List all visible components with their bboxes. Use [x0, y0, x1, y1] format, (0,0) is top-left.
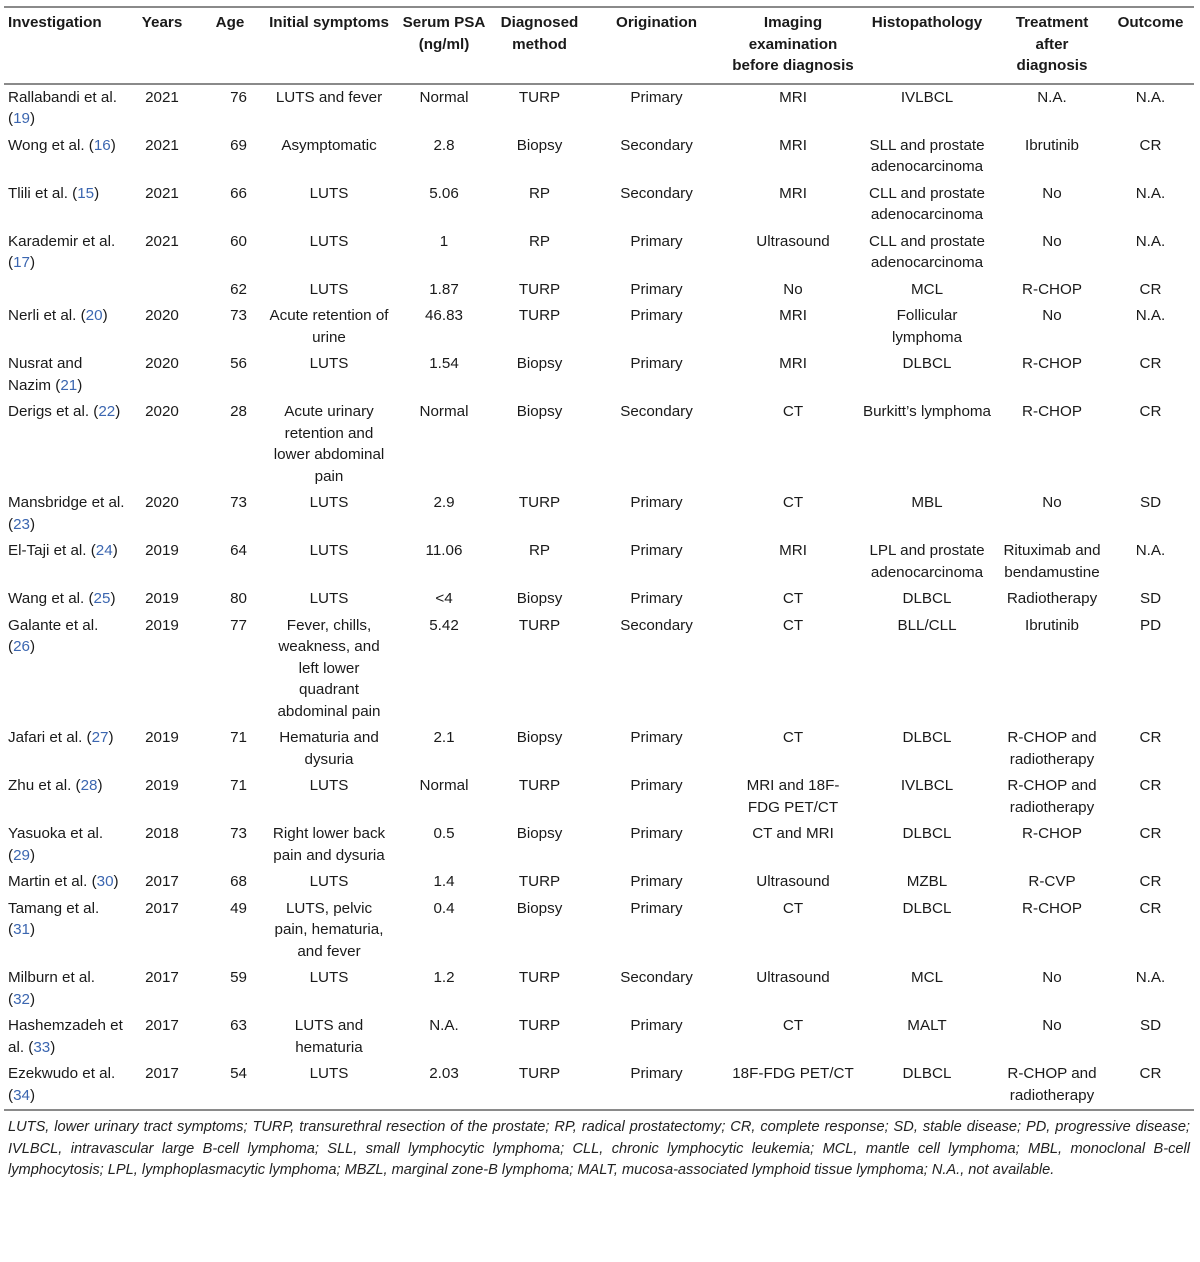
table-row: [4, 896, 1194, 966]
cell-initial-symptoms: LUTS and hematuria: [294, 1017, 364, 1056]
table-row: [4, 965, 1194, 1013]
cell-investigation: Derigs et al. (22): [8, 403, 121, 420]
table-body: [4, 84, 1194, 1111]
author-name: Hashemzadeh et al.: [8, 1017, 123, 1056]
cell-year: 2021: [145, 136, 179, 154]
cell-initial-symptoms: LUTS: [309, 777, 349, 794]
cell-outcome: CR: [1139, 280, 1162, 298]
header-serum-psa: Serum PSA (ng/ml): [393, 7, 495, 84]
cell-initial-symptoms: LUTS: [265, 1061, 393, 1110]
cell-outcome: PD: [1139, 616, 1162, 634]
cell-year: 2019: [145, 590, 179, 607]
cell-serum-psa: 11.06: [425, 542, 463, 559]
cell-serum-psa: 1: [439, 232, 449, 250]
cell-serum-psa: 0.4: [433, 899, 455, 917]
table-row: [4, 490, 1194, 538]
cell-histopathology: DLBCL: [902, 590, 952, 607]
cell-serum-psa: 1.87: [429, 280, 459, 298]
cell-histopathology: MBL: [911, 494, 943, 511]
cell-diagnosed-method: TURP: [518, 280, 561, 298]
cell-origination: Primary: [630, 729, 683, 746]
cell-origination: Primary: [630, 873, 683, 890]
cell-origination: Primary: [630, 825, 683, 842]
reference-link[interactable]: 19: [13, 110, 30, 127]
author-name: Wong et al.: [8, 136, 85, 154]
author-name: Tamang et al.: [8, 899, 100, 917]
cell-imaging: CT: [782, 729, 804, 746]
reference-link[interactable]: 23: [13, 515, 30, 533]
cell-age: 77: [230, 616, 247, 634]
table-row: [4, 538, 1194, 586]
cell-histopathology: MZBL: [906, 873, 948, 890]
cell-initial-symptoms: LUTS, pelvic pain, hematuria, and fever: [274, 899, 384, 960]
cell-outcome: CR: [1139, 777, 1162, 794]
cell-outcome: SD: [1139, 1017, 1162, 1034]
cell-investigation: Rallabandi et al. (19): [8, 88, 117, 127]
cell-treatment: Ibrutinib: [1024, 136, 1080, 154]
cell-diagnosed-method: RP: [528, 232, 551, 250]
cell-age: 64: [230, 542, 247, 559]
cell-outcome: N.A.: [1135, 969, 1166, 986]
cell-histopathology: MCL: [910, 969, 944, 986]
reference-link[interactable]: 15: [77, 184, 95, 202]
author-name: Derigs et al.: [8, 403, 90, 420]
cell-investigation: Jafari et al. (27): [8, 729, 114, 746]
table-row: [4, 821, 1194, 869]
cell-imaging: 18F-FDG PET/CT: [729, 1061, 857, 1110]
cell-investigation: [4, 277, 129, 304]
cell-investigation: Nerli et al. (20): [8, 307, 108, 324]
cell-age: 69: [230, 136, 247, 154]
cell-age: 56: [230, 355, 247, 372]
cell-diagnosed-method: RP: [528, 542, 551, 559]
cell-treatment: N.A.: [1037, 88, 1067, 106]
reference-link[interactable]: 20: [85, 307, 103, 324]
header-treatment: Treatment after diagnosis: [997, 7, 1107, 84]
cell-year: 2019: [145, 729, 179, 746]
cell-investigation: Wong et al. (16): [8, 136, 116, 154]
cell-outcome: N.A.: [1135, 307, 1166, 324]
cell-treatment: R-CVP: [1028, 873, 1076, 890]
reference-link[interactable]: 33: [33, 1038, 51, 1056]
cell-imaging: CT: [782, 403, 804, 420]
cell-outcome: N.A.: [1135, 88, 1166, 106]
cell-diagnosed-method: TURP: [518, 307, 561, 324]
cell-age: 73: [230, 825, 247, 842]
author-name: Nusrat and Nazim: [8, 355, 83, 394]
author-name: Zhu et al.: [8, 777, 72, 794]
table-row: [4, 181, 1194, 229]
cell-origination: Primary: [630, 590, 683, 607]
cell-investigation: Zhu et al. (28): [8, 777, 103, 794]
cell-diagnosed-method: TURP: [518, 88, 561, 106]
cell-outcome: CR: [1139, 825, 1162, 842]
cell-diagnosed-method: TURP: [518, 616, 561, 634]
author-name: Wang et al.: [8, 590, 85, 607]
cell-investigation: Ezekwudo et al. (34): [4, 1061, 129, 1110]
cell-age: 73: [230, 494, 247, 511]
cell-initial-symptoms: Acute retention of urine: [269, 307, 389, 346]
cell-diagnosed-method: Biopsy: [516, 355, 563, 372]
cell-investigation: Tlili et al. (15): [8, 184, 100, 202]
cell-serum-psa: 1.4: [433, 873, 455, 890]
cell-initial-symptoms: LUTS: [309, 873, 349, 890]
cell-serum-psa: Normal: [419, 777, 469, 794]
author-name: Yasuoka et al.: [8, 825, 104, 842]
cell-treatment: R-CHOP and radiotherapy: [1007, 777, 1097, 816]
cell-histopathology: DLBCL: [902, 899, 952, 917]
cell-imaging: CT: [782, 899, 804, 917]
table-row: [4, 133, 1194, 181]
cell-histopathology: DLBCL: [902, 355, 952, 372]
cell-age: 68: [230, 873, 247, 890]
cell-treatment: R-CHOP: [1022, 899, 1082, 917]
cell-histopathology: Burkitt’s lymphoma: [862, 403, 991, 420]
cell-diagnosed-method: Biopsy: [516, 729, 563, 746]
cell-age: 73: [230, 307, 247, 324]
cell-origination: Primary: [630, 355, 683, 372]
cell-year: 2019: [145, 616, 179, 634]
cell-outcome: CR: [1139, 136, 1162, 154]
cell-diagnosed-method: Biopsy: [516, 590, 563, 607]
cell-investigation: El-Taji et al. (24): [8, 542, 118, 559]
cell-outcome: CR: [1139, 355, 1162, 372]
reference-link[interactable]: 16: [93, 136, 111, 154]
header-diagnosed-method: Diagnosed method: [495, 7, 584, 84]
author-name: Martin et al.: [8, 873, 88, 890]
cell-age: 71: [230, 729, 247, 746]
header-age: Age: [195, 7, 265, 84]
cell-imaging: No: [783, 280, 803, 298]
cell-initial-symptoms: LUTS and fever: [275, 88, 383, 106]
cell-initial-symptoms: Fever, chills, weakness, and left lower quadrant abdominal pain: [277, 616, 381, 720]
cell-age: 66: [230, 184, 247, 202]
cell-initial-symptoms: LUTS: [309, 590, 349, 607]
cell-histopathology: SLL and prostate adenocarcinoma: [869, 136, 985, 175]
reference-link[interactable]: 17: [13, 254, 30, 271]
cell-initial-symptoms: LUTS: [309, 542, 349, 559]
reference-link[interactable]: 34: [13, 1086, 30, 1104]
cell-investigation: Milburn et al. (32): [8, 969, 95, 1008]
author-name: El-Taji et al.: [8, 542, 87, 559]
reference-link[interactable]: 30: [96, 873, 114, 890]
cell-year: 2020: [145, 307, 179, 324]
cell-outcome: N.A.: [1135, 184, 1166, 202]
header-origination: Origination: [584, 7, 729, 84]
cell-year: 2017: [145, 873, 179, 890]
reference-link[interactable]: 22: [98, 403, 116, 420]
cell-treatment: Radiotherapy: [1006, 590, 1098, 607]
author-name: Jafari et al.: [8, 729, 83, 746]
reference-link[interactable]: 28: [80, 777, 98, 794]
cell-histopathology: IVLBCL: [900, 777, 954, 794]
cell-year: 2017: [129, 1061, 195, 1110]
author-name: Karademir et al.: [8, 232, 116, 250]
cell-origination: Primary: [630, 899, 683, 917]
cell-initial-symptoms: LUTS: [309, 232, 349, 250]
cell-year: 2020: [145, 355, 179, 372]
cell-treatment: R-CHOP and radiotherapy: [1007, 729, 1097, 768]
table-row: [4, 773, 1194, 821]
header-imaging: Imaging examination before diagnosis: [729, 7, 857, 84]
reference-link[interactable]: 29: [13, 846, 30, 864]
cell-origination: Secondary: [620, 136, 693, 154]
cell-treatment: No: [1042, 1017, 1062, 1034]
cell-imaging: CT: [782, 616, 804, 634]
header-initial-symptoms: Initial symptoms: [265, 7, 393, 84]
cell-year: 2017: [145, 969, 179, 986]
table-row: [4, 277, 1194, 304]
cell-treatment: Rituximab and bendamustine: [1003, 542, 1101, 581]
cell-origination: Secondary: [620, 969, 693, 986]
cell-investigation: Yasuoka et al. (29): [8, 825, 104, 864]
author-name: Mansbridge et al.: [8, 494, 125, 511]
cell-histopathology: LPL and prostate adenocarcinoma: [869, 542, 985, 581]
table-row: [4, 613, 1194, 726]
cell-diagnosed-method: TURP: [518, 969, 561, 986]
cell-imaging: MRI: [779, 307, 807, 324]
reference-link[interactable]: 31: [13, 921, 30, 938]
cell-initial-symptoms: LUTS: [309, 494, 349, 511]
cell-outcome: N.A.: [1135, 232, 1166, 250]
cell-diagnosed-method: TURP: [518, 1017, 561, 1034]
cell-diagnosed-method: Biopsy: [516, 825, 563, 842]
cell-origination: Primary: [584, 1061, 729, 1110]
reference-link[interactable]: 26: [13, 638, 30, 655]
cell-histopathology: DLBCL: [902, 729, 952, 746]
cell-imaging: Ultrasound: [756, 232, 830, 250]
cell-serum-psa: 46.83: [424, 307, 463, 324]
cell-age: 49: [230, 899, 247, 917]
cell-investigation: Karademir et al. (17): [8, 232, 116, 271]
cell-histopathology: DLBCL: [902, 825, 952, 842]
cell-diagnosed-method: TURP: [495, 1061, 584, 1110]
cell-investigation: Martin et al. (30): [8, 873, 119, 890]
cell-serum-psa: 2.03: [393, 1061, 495, 1110]
cell-imaging: CT: [782, 590, 804, 607]
cell-year: 2018: [145, 825, 179, 842]
cell-imaging: MRI: [779, 88, 807, 106]
cell-age: 76: [230, 88, 247, 106]
reference-link[interactable]: 32: [13, 990, 30, 1008]
cell-year: 2020: [145, 494, 179, 511]
header-row: [4, 7, 1194, 84]
table-row: [4, 303, 1194, 351]
cell-histopathology: MCL: [910, 280, 944, 298]
cell-serum-psa: 1.54: [429, 355, 459, 372]
cell-initial-symptoms: Acute urinary retention and lower abdominal pain: [273, 403, 385, 485]
cell-imaging: CT: [782, 494, 804, 511]
author-name: Tlili et al.: [8, 184, 68, 202]
cell-age: 28: [230, 403, 247, 420]
cell-investigation: Galante et al. (26): [8, 616, 99, 655]
author-name: Ezekwudo et al.: [8, 1065, 116, 1082]
table-row: [4, 229, 1194, 277]
cell-origination: Primary: [630, 232, 683, 250]
cell-age: 62: [230, 280, 247, 298]
table-container: [4, 6, 1194, 1182]
cell-serum-psa: 2.9: [433, 494, 455, 511]
cell-diagnosed-method: Biopsy: [516, 899, 563, 917]
cell-origination: Secondary: [620, 184, 693, 202]
author-name: Milburn et al.: [8, 969, 95, 986]
cell-diagnosed-method: Biopsy: [516, 403, 563, 420]
reference-link[interactable]: 21: [60, 376, 78, 394]
cell-initial-symptoms: LUTS: [309, 969, 349, 986]
reference-link[interactable]: 25: [93, 590, 111, 607]
cell-treatment: No: [1042, 494, 1062, 511]
cell-year: 2020: [145, 403, 179, 420]
cell-age: 60: [230, 232, 247, 250]
cell-outcome: N.A.: [1135, 542, 1166, 559]
cell-imaging: MRI: [779, 542, 807, 559]
cell-diagnosed-method: Biopsy: [516, 136, 563, 154]
cell-investigation: Wang et al. (25): [8, 590, 116, 607]
cell-year: [129, 277, 195, 304]
cell-age: 71: [230, 777, 247, 794]
cell-year: 2021: [145, 232, 179, 250]
cell-year: 2019: [145, 777, 179, 794]
cell-year: 2017: [145, 899, 179, 917]
cell-diagnosed-method: TURP: [518, 494, 561, 511]
cell-age: 63: [230, 1017, 247, 1034]
cell-treatment: No: [1042, 969, 1062, 986]
cell-serum-psa: N.A.: [429, 1017, 459, 1034]
reference-link[interactable]: 24: [95, 542, 113, 559]
cell-imaging: MRI: [779, 355, 807, 372]
cell-treatment: R-CHOP: [1022, 355, 1082, 372]
cell-age: 80: [230, 590, 247, 607]
cell-imaging: Ultrasound: [756, 873, 830, 890]
cell-year: 2021: [145, 184, 179, 202]
cell-year: 2017: [145, 1017, 179, 1034]
cell-year: 2019: [145, 542, 179, 559]
header-years: Years: [129, 7, 195, 84]
cell-histopathology: IVLBCL: [900, 88, 954, 106]
table-row: [4, 586, 1194, 613]
author-name: Nerli et al.: [8, 307, 77, 324]
cell-histopathology: CLL and prostate adenocarcinoma: [869, 184, 985, 223]
cell-histopathology: DLBCL: [857, 1061, 997, 1110]
cell-initial-symptoms: Right lower back pain and dysuria: [272, 825, 386, 864]
table-row: [4, 1061, 1194, 1110]
cell-investigation: Tamang et al. (31): [8, 899, 100, 938]
cell-serum-psa: 2.1: [433, 729, 455, 746]
cell-serum-psa: 1.2: [433, 969, 455, 986]
cell-histopathology: CLL and prostate adenocarcinoma: [869, 232, 985, 271]
cell-diagnosed-method: RP: [528, 184, 551, 202]
cell-origination: Primary: [630, 307, 683, 324]
cell-origination: Primary: [630, 542, 683, 559]
cell-year: 2021: [145, 88, 179, 106]
cell-serum-psa: <4: [435, 590, 453, 607]
cell-outcome: CR: [1107, 1061, 1194, 1110]
cell-origination: Primary: [630, 1017, 683, 1034]
cell-imaging: MRI: [779, 136, 807, 154]
header-outcome: Outcome: [1107, 7, 1194, 84]
table-row: [4, 351, 1194, 399]
cell-imaging: CT and MRI: [752, 825, 834, 842]
cell-diagnosed-method: TURP: [518, 873, 561, 890]
cell-histopathology: BLL/CLL: [897, 616, 957, 634]
cell-origination: Secondary: [620, 403, 693, 420]
cell-imaging: Ultrasound: [756, 969, 830, 986]
reference-link[interactable]: 27: [91, 729, 109, 746]
cell-imaging: MRI: [779, 184, 807, 202]
lymphoma-cases-table: [4, 6, 1194, 1111]
table-row: [4, 399, 1194, 490]
cell-origination: Secondary: [620, 616, 693, 634]
cell-histopathology: MALT: [907, 1017, 947, 1034]
cell-age: 59: [230, 969, 247, 986]
cell-serum-psa: Normal: [419, 403, 469, 420]
table-row: [4, 725, 1194, 773]
cell-serum-psa: 2.8: [433, 136, 455, 154]
cell-diagnosed-method: TURP: [518, 777, 561, 794]
table-row: [4, 84, 1194, 133]
table-row: [4, 1013, 1194, 1061]
table-row: [4, 869, 1194, 896]
cell-outcome: CR: [1139, 873, 1162, 890]
cell-treatment: R-CHOP and radiotherapy: [997, 1061, 1107, 1110]
cell-origination: Primary: [630, 777, 683, 794]
cell-investigation: Mansbridge et al. (23): [8, 494, 125, 533]
header-investigation: Investigation: [4, 7, 129, 84]
cell-treatment: No: [1042, 232, 1062, 250]
cell-serum-psa: 5.42: [429, 616, 459, 634]
cell-initial-symptoms: LUTS: [309, 280, 349, 298]
cell-origination: Primary: [630, 280, 683, 298]
cell-initial-symptoms: LUTS: [309, 184, 349, 202]
cell-outcome: SD: [1139, 590, 1162, 607]
author-name: Galante et al.: [8, 616, 99, 634]
cell-initial-symptoms: LUTS: [309, 355, 349, 372]
cell-initial-symptoms: Hematuria and dysuria: [279, 729, 379, 768]
cell-age: 54: [195, 1061, 265, 1110]
cell-imaging: MRI and 18F-FDG PET/CT: [746, 777, 840, 816]
cell-treatment: Ibrutinib: [1024, 616, 1080, 634]
cell-origination: Primary: [630, 494, 683, 511]
cell-outcome: SD: [1139, 494, 1162, 511]
cell-treatment: No: [1042, 307, 1062, 324]
cell-investigation: Hashemzadeh et al. (33): [8, 1017, 123, 1056]
cell-treatment: R-CHOP: [1022, 403, 1082, 420]
table-footnote: LUTS, lower urinary tract symptoms; TURP, transurethral resection of the prostate; RP, radical prostatectomy; CR, complete response; SD, stable disease; PD, progressive disease; IVLBCL, intravascular large B-cell lymphoma; SLL, small lymphocytic lymphoma; CLL, chronic lymphocytic leukemia; MCL, mantle cell lymphoma; MBL, monoclonal B-cell lymphocytosis; LPL, lymphoplasmacytic lymphoma; MBZL, marginal zone-B lymphoma; MALT, mucosa-associated lymphoid tissue lymphoma; N.A., not available.: [8, 1119, 1190, 1178]
cell-serum-psa: 0.5: [433, 825, 455, 842]
cell-serum-psa: 5.06: [429, 184, 459, 202]
cell-outcome: CR: [1139, 729, 1162, 746]
cell-investigation: Nusrat and Nazim (21): [8, 355, 83, 394]
cell-imaging: CT: [782, 1017, 804, 1034]
cell-serum-psa: Normal: [419, 88, 469, 106]
cell-treatment: R-CHOP: [1022, 280, 1082, 298]
cell-treatment: R-CHOP: [1022, 825, 1082, 842]
cell-treatment: No: [1042, 184, 1062, 202]
cell-initial-symptoms: Asymptomatic: [281, 136, 377, 154]
cell-outcome: CR: [1139, 403, 1162, 420]
cell-outcome: CR: [1139, 899, 1162, 917]
header-histopathology: Histopathology: [857, 7, 997, 84]
cell-origination: Primary: [630, 88, 683, 106]
author-name: Rallabandi et al.: [8, 88, 117, 106]
cell-histopathology: Follicular lymphoma: [891, 307, 963, 346]
